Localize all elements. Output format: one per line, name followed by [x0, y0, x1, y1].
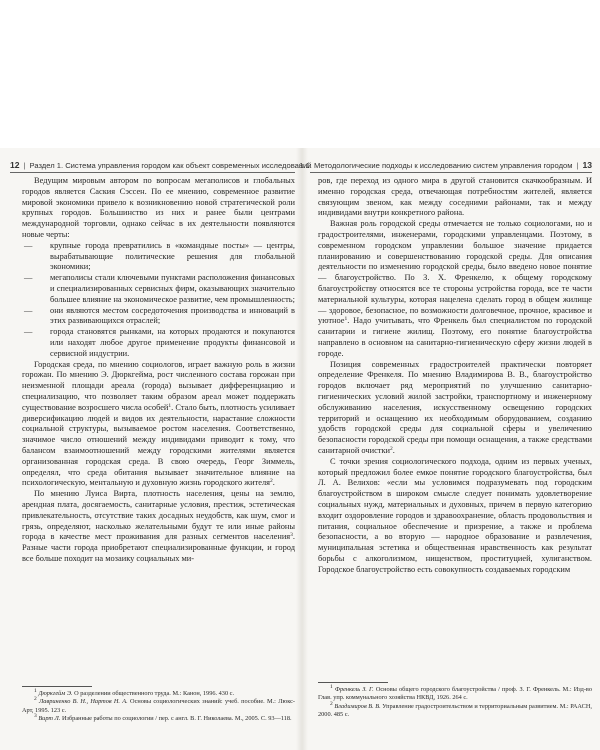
right-body-text [318, 176, 592, 575]
list-item: — крупные города превратились в «командные посты» — центры, вырабатывающие политические решения для глобальной экономики; [22, 241, 295, 273]
book-gutter [296, 148, 308, 750]
right-header-rule [310, 172, 592, 173]
list-item: — они являются местом сосредоточения производства и инноваций в этих развивающихся отраслей; [22, 306, 295, 328]
right-page-number: 13 [582, 160, 592, 170]
footnote-rule [318, 682, 388, 683]
left-header-rule [10, 172, 295, 173]
right-running-head-text: 1.1. Методологические подходы к исследованию систем управления городом [299, 161, 573, 170]
right-running-head: 1.1. Методологические подходы к исследованию систем управления городом | 13 [299, 160, 592, 170]
right-paragraph-1: ров, где переход из одного мира в другой становится скачкообразным. И именно городская среда, отвечающая потребностям жителей, является связующим звеном, как между соседними районами, так и между индивидами внутри конкретного района. [318, 176, 592, 218]
left-running-head-text: Раздел 1. Система управления городом как объект современных исследований [29, 161, 312, 170]
book-spread [0, 148, 600, 750]
footnote: $^2$ Владимиров В. В. Управление градостроительством и территориальным развитием. М.: РААСН, 2000. 485 с. [318, 700, 592, 719]
left-body-text [22, 176, 295, 565]
footnote: $^2$ Лавриненко В. Н., Нартов Н. А. Основы социологических знаний: учеб. пособие. М.: Люкс-Арт, 1995. 123 с. [22, 696, 295, 714]
list-item: — мегаполисы стали ключевыми пунктами расположения финансовых и специализированных сервисных фирм, оказывающих значительно большее влияние на экономическое развитие, чем промышленность; [22, 273, 295, 305]
footnote: $^1$ Френкель З. Г. Основы общего городского благоустройства / проф. З. Г. Френкель. М.: Изд-во Глав. упр. коммунального хозяйства НКВД, 1926. 264 с. [318, 684, 593, 702]
left-paragraph-3: По мнению Луиса Вирта, плотность населения, цены на землю, арендная плата, досягаемость, санитарные условия, престиж, эстетическая привлекательность, отсутствие таких досадных неудобств, как шум, смог и грязь, определяют, насколько желательными будут те или иные районы города в качестве мест проживания для разных сегментов населения$^3$. Разные части города приобретают специализированные функции, и город все больше походит на мозаику социальных ми- [22, 489, 295, 563]
right-paragraph-4: С точки зрения социологического подхода, одним из первых ученых, который предложил более емкое понятие городского благоустройства, был Л. А. Велихов: «если мы условимся подразумевать под городским благоустройством в широком смысле следует понимать удовлетворение социальных нужд, материальных и духовных, причем в первую категорию входит оздоровление городов и здравоохранение, область продовольствия и питания, социальное обеспечение и призрение, а также и проблема безопасности, а во вторую — народное образование и развлечения, муниципальная эстетика и общественная нравственность как результат борьбы с алкоголизмом, нищенством, проституцией, хулиганством. Городское благоустройство есть совокупность создаваемых городским [318, 456, 592, 574]
right-paragraph-3: Позиция современных градостроителей практически повторяет определение Френкеля. По мнению Владимирова В. В., благоустройство городов включает ряд мероприятий по улучшению санитарно-гигиенических условий жилой застройки, транспортному и инженерному обслуживанию населения, искусственному освещению городских территорий и оснащению их необходимым оборудованием, созданию удобств городской среды для социальной сферы и увеличению безопасности городской среды при помощи оснащения, а также средствами санитарной очистки$^2$. [318, 359, 592, 455]
left-bullet-list [22, 241, 295, 360]
right-paragraph-2: Важная роль городской среды отмечается не только социологами, но и градостроителями, инженерами, городскими управленцами. Поэтому, в современном городском управлении большое значение придается планированию и совершенствованию городской среды. Для описания деятельности по изменению городской среды, было введено новое понятие — благоустройство. По З. Х. Френкелю, к общему городскому благоустройству относятся все те стороны устройства города, все те части материальной культуры, которая нацелена сделать город в общем жилище — здоровое, безопасное, по возможности долговечное, прочное, красивое и уютное$^1$. Надо учитывать, что Френкель был специалистом по городской санитарии и гигиене жилищ. Поэтому, его понятие благоустройства направлено в основном на санитарно-гигиеническую сферу жизни людей в городе. [318, 219, 592, 358]
right-footnotes [318, 682, 592, 720]
left-footnotes [22, 686, 295, 724]
left-running-head: 12 | Раздел 1. Система управления городом как объект современных исследований [10, 160, 312, 170]
left-page-number: 12 [10, 160, 20, 170]
footnote-rule [22, 686, 92, 687]
footnote: $^1$ Дюркгейм Э. О разделении общественного труда. М.: Канон, 1996. 430 с. [34, 688, 235, 697]
left-paragraph-1: Ведущим мировым автором по вопросам мегаполисов и глобальных городов является Саския Сэссен. По ее мнению, современное развитие мировой экономики привело к возникновению новой стратегической роли крупных городов. Большинство из них и ранее были центрами международной торговли, однако сейчас в их деятельности появляются новые черты: [22, 176, 295, 239]
footnote: $^3$ Вирт Л. Избранные работы по социологии / пер. с англ. В. Г. Николаева. М., 2005. С. 93—118. [34, 713, 292, 723]
left-paragraph-2: Городская среда, по мнению социологов, играет важную роль в жизни горожан. По мнению Э. Дюркгейма, рост численного состава горожан при неизменной площади ареала (города) вызывает дифференциацию и специализацию, что позволяет таким образом ареал может поддержать существование возросшего числа особей$^1$. Стало быть, плотность усиливает диверсификацию людей и видов их деятельности, нарастание сложности социальной структуры, вызываемое ростом населения. Соответственно, значимое число отношений между индивидами приводит к тому, что балансом взаимоотношений между городскими жителями является организованная городская среда. В свою очередь, Георг Зиммель, определял, что среда обитания вызывает значительное влияние на психологическую, ментальную и духовную жизнь городского жителя$^2$. [22, 359, 295, 488]
list-item: — города становятся рынками, на которых продаются и покупаются или находят любое другое применение продукты финансовой и сервисной индустрии. [22, 327, 295, 359]
